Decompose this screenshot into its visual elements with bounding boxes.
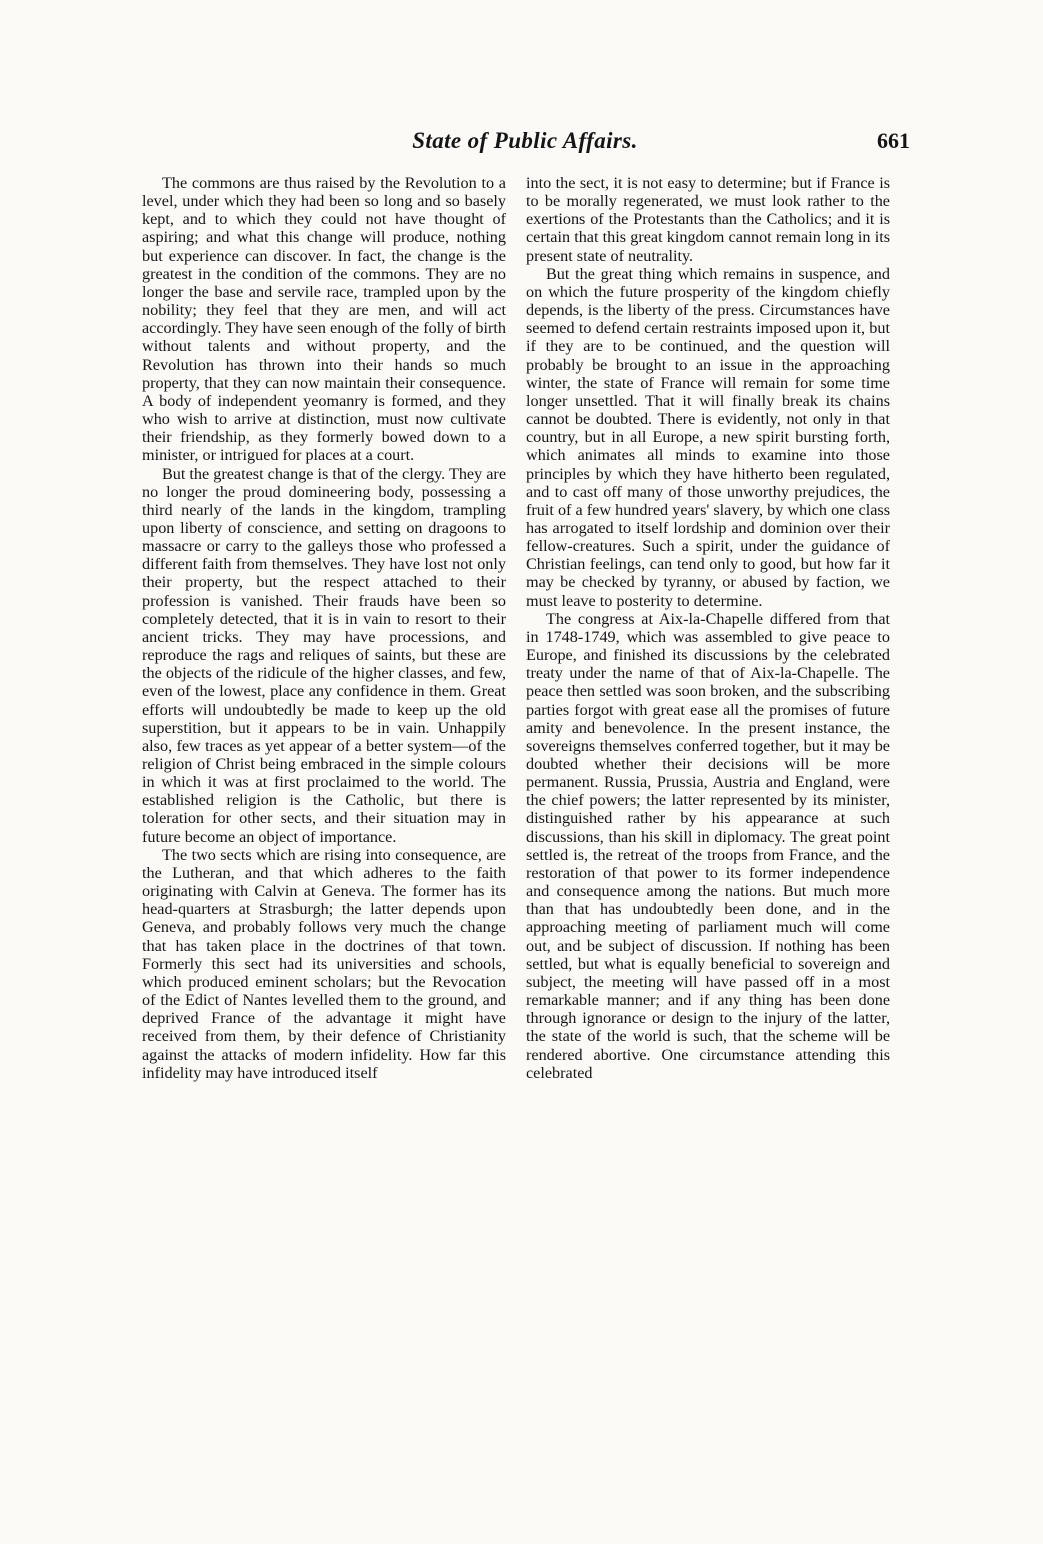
right-column [526,174,890,1082]
running-title: State of Public Affairs. [412,128,638,153]
left-column [142,174,506,1082]
paragraph: The congress at Aix-la-Chapelle differed from that in 1748-1749, which was assembled to give peace to Europe, and finished its discussions by the celebrated treaty under the name of that of Aix-la-Chapelle. The peace then settled was soon broken, and the subscribing parties forgot with great ease all the promises of future amity and benevolence. In the present instance, the sovereigns themselves conferred together, but it may be doubted whether their decisions will be more permanent. Russia, Prussia, Austria and England, were the chief powers; the latter represented by its minister, distinguished rather by his appearance at such discussions, than his skill in diplomacy. The great point settled is, the retreat of the troops from France, and the restoration of that power to its former independence and consequence among the nations. But much more than that has undoubtedly been done, and in the approaching meeting of parliament much will come out, and be subject of discussion. If nothing has been settled, but what is equally beneficial to sovereign and subject, the meeting will have passed off in a most remarkable manner; and if any thing has been done through ignorance or design to the injury of the latter, the state of the world is such, that the scheme will be rendered abortive. One circumstance attending this celebrated [526,609,890,1082]
paragraph: The commons are thus raised by the Revolution to a level, under which they had been so long and so basely kept, and to which they could not have thought of aspiring; and what this change will produce, nothing but experience can discover. In fact, the change is the greatest in the condition of the commons. They are no longer the base and servile race, trampled upon by the nobility; they feel that they are men, and will act accordingly. They have seen enough of the folly of birth without talents and without property, and the Revolution has thrown into their hands so much property, that they can now maintain their consequence. A body of independent yeomanry is formed, and they who wish to arrive at distinction, must now cultivate their friendship, as they formerly bowed down to a minister, or intrigued for places at a court. [142,174,506,465]
page-header [140,128,910,168]
paragraph: But the greatest change is that of the clergy. They are no longer the proud domineering body, possessing a third nearly of the lands in the kingdom, trampling upon liberty of conscience, and setting on dragoons to massacre or carry to the galleys those who professed a different faith from themselves. They have lost not only their property, but the respect attached to their profession is vanished. Their frauds have been so completely detected, that it is in vain to resort to their ancient tricks. They may have processions, and reproduce the rags and reliques of saints, but these are the objects of the ridicule of the higher classes, and few, even of the lowest, place any confidence in them. Great efforts will undoubtedly be made to keep up the old superstition, but it appears to be in vain. Unhappily also, few traces as yet appear of a better system—of the religion of Christ being embraced in the simple colours in which it was at first proclaimed to the world. The established religion is the Catholic, but there is toleration for other sects, and their situation may in future become an object of importance. [142,464,507,846]
paragraph: But the great thing which remains in suspence, and on which the future prosperity of the kingdom chiefly depends, is the liberty of the press. Circumstances have seemed to defend certain restraints imposed upon it, but if they are to be continued, and the question will probably be brought to an issue in the approaching winter, the state of France will remain for some time longer unsettled. That it will finally break its chains cannot be doubted. There is evidently, not only in that country, but in all Europe, a new spirit bursting forth, which animates all minds to examine into those principles by which they have hitherto been regulated, and to cast off many of those unworthy prejudices, the fruit of a few hundred years' slavery, by which one class has arrogated to itself lordship and dominion over their fellow-creatures. Such a spirit, under the guidance of Christian feelings, can tend only to good, but how far it may be checked by tyranny, or abused by faction, we must leave to posterity to determine. [526,264,890,610]
paragraph: into the sect, it is not easy to determine; but if France is to be morally regenerated, we must look rather to the exertions of the Protestants than the Catholics; and it is certain that this great kingdom cannot remain long in its present state of neutrality. [526,174,890,265]
paragraph: The two sects which are rising into consequence, are the Lutheran, and that which adheres to the faith originating with Calvin at Geneva. The former has its head-quarters at Strasburgh; the latter depends upon Geneva, and probably follows very much the change that has taken place in the doctrines of that town. Formerly this sect had its universities and schools, which produced eminent scholars; but the Revocation of the Edict of Nantes levelled them to the ground, and deprived France of the advantage it might have received from them, by their defence of Christianity against the attacks of modern infidelity. How far this infidelity may have introduced itself [142,845,506,1082]
page-number: 661 [877,128,910,153]
